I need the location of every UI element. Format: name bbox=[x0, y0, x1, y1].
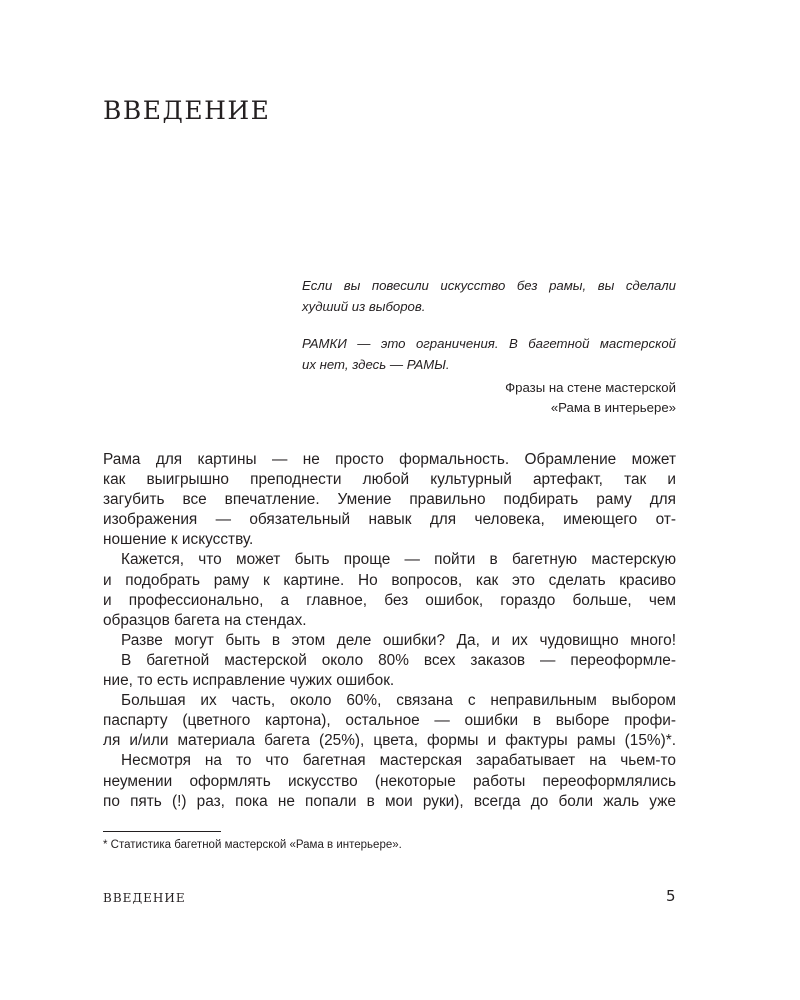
body-line: неумении оформлять искусство (некоторые работы переоформлялись bbox=[103, 772, 676, 790]
body-line: по пять (!) раз, пока не попали в мои руки), всегда до боли жаль уже bbox=[103, 792, 676, 810]
body-line: образцов багета на стендах. bbox=[103, 611, 307, 629]
footnote: * Статистика багетной мастерской «Рама в интерьере». bbox=[103, 839, 402, 851]
body-line: паспарту (цветного картона), остальное — ошибки в выборе профи- bbox=[103, 712, 676, 730]
running-head: ВВЕДЕНИЕ bbox=[103, 891, 186, 905]
epigraph-source-line: Фразы на стене мастерской bbox=[505, 380, 676, 395]
epigraph-line: РАМКИ — это ограничения. В багетной мастерской bbox=[302, 336, 676, 351]
body-line: и профессионально, а главное, без ошибок, гораздо больше, чем bbox=[103, 591, 676, 609]
epigraph-line: худший из выборов. bbox=[302, 299, 426, 314]
body-line: ля и/или материала багета (25%), цвета, формы и фактуры рамы (15%)*. bbox=[103, 732, 676, 750]
body-text bbox=[103, 450, 676, 812]
body-line: изображения — обязательный навык для человека, имеющего от- bbox=[103, 511, 676, 529]
epigraph-quote-1 bbox=[302, 275, 676, 317]
chapter-title: ВВЕДЕНИЕ bbox=[103, 96, 271, 125]
body-line: В багетной мастерской около 80% всех заказов — переоформле- bbox=[121, 651, 676, 669]
body-line: Несмотря на то что багетная мастерская зарабатывает на чьем-то bbox=[121, 752, 676, 770]
body-line: Разве могут быть в этом деле ошибки? Да, и их чудовищно много! bbox=[121, 631, 676, 649]
epigraph-source-line: «Рама в интерьере» bbox=[550, 400, 676, 415]
page-number: 5 bbox=[666, 887, 676, 905]
epigraph-quote-2 bbox=[302, 333, 676, 375]
epigraph-source bbox=[302, 378, 676, 418]
footnote-divider bbox=[103, 831, 221, 832]
body-line: загубить все впечатление. Умение правильно подбирать раму для bbox=[103, 491, 676, 509]
body-line: Кажется, что может быть проще — пойти в багетную мастерскую bbox=[121, 551, 676, 569]
body-line: ние, то есть исправление чужих ошибок. bbox=[103, 672, 395, 690]
body-line: Большая их часть, около 60%, связана с неправильным выбором bbox=[121, 692, 676, 710]
epigraph-line: Если вы повесили искусство без рамы, вы сделали bbox=[302, 278, 676, 293]
epigraph-line: их нет, здесь — РАМЫ. bbox=[302, 357, 450, 372]
body-line: и подобрать раму к картине. Но вопросов, как это сделать красиво bbox=[103, 571, 676, 589]
body-line: ношение к искусству. bbox=[103, 531, 254, 549]
body-line: Рама для картины — не просто формальность. Обрамление может bbox=[103, 451, 676, 468]
body-line: как выигрышно преподнести любой культурный артефакт, так и bbox=[103, 471, 676, 489]
